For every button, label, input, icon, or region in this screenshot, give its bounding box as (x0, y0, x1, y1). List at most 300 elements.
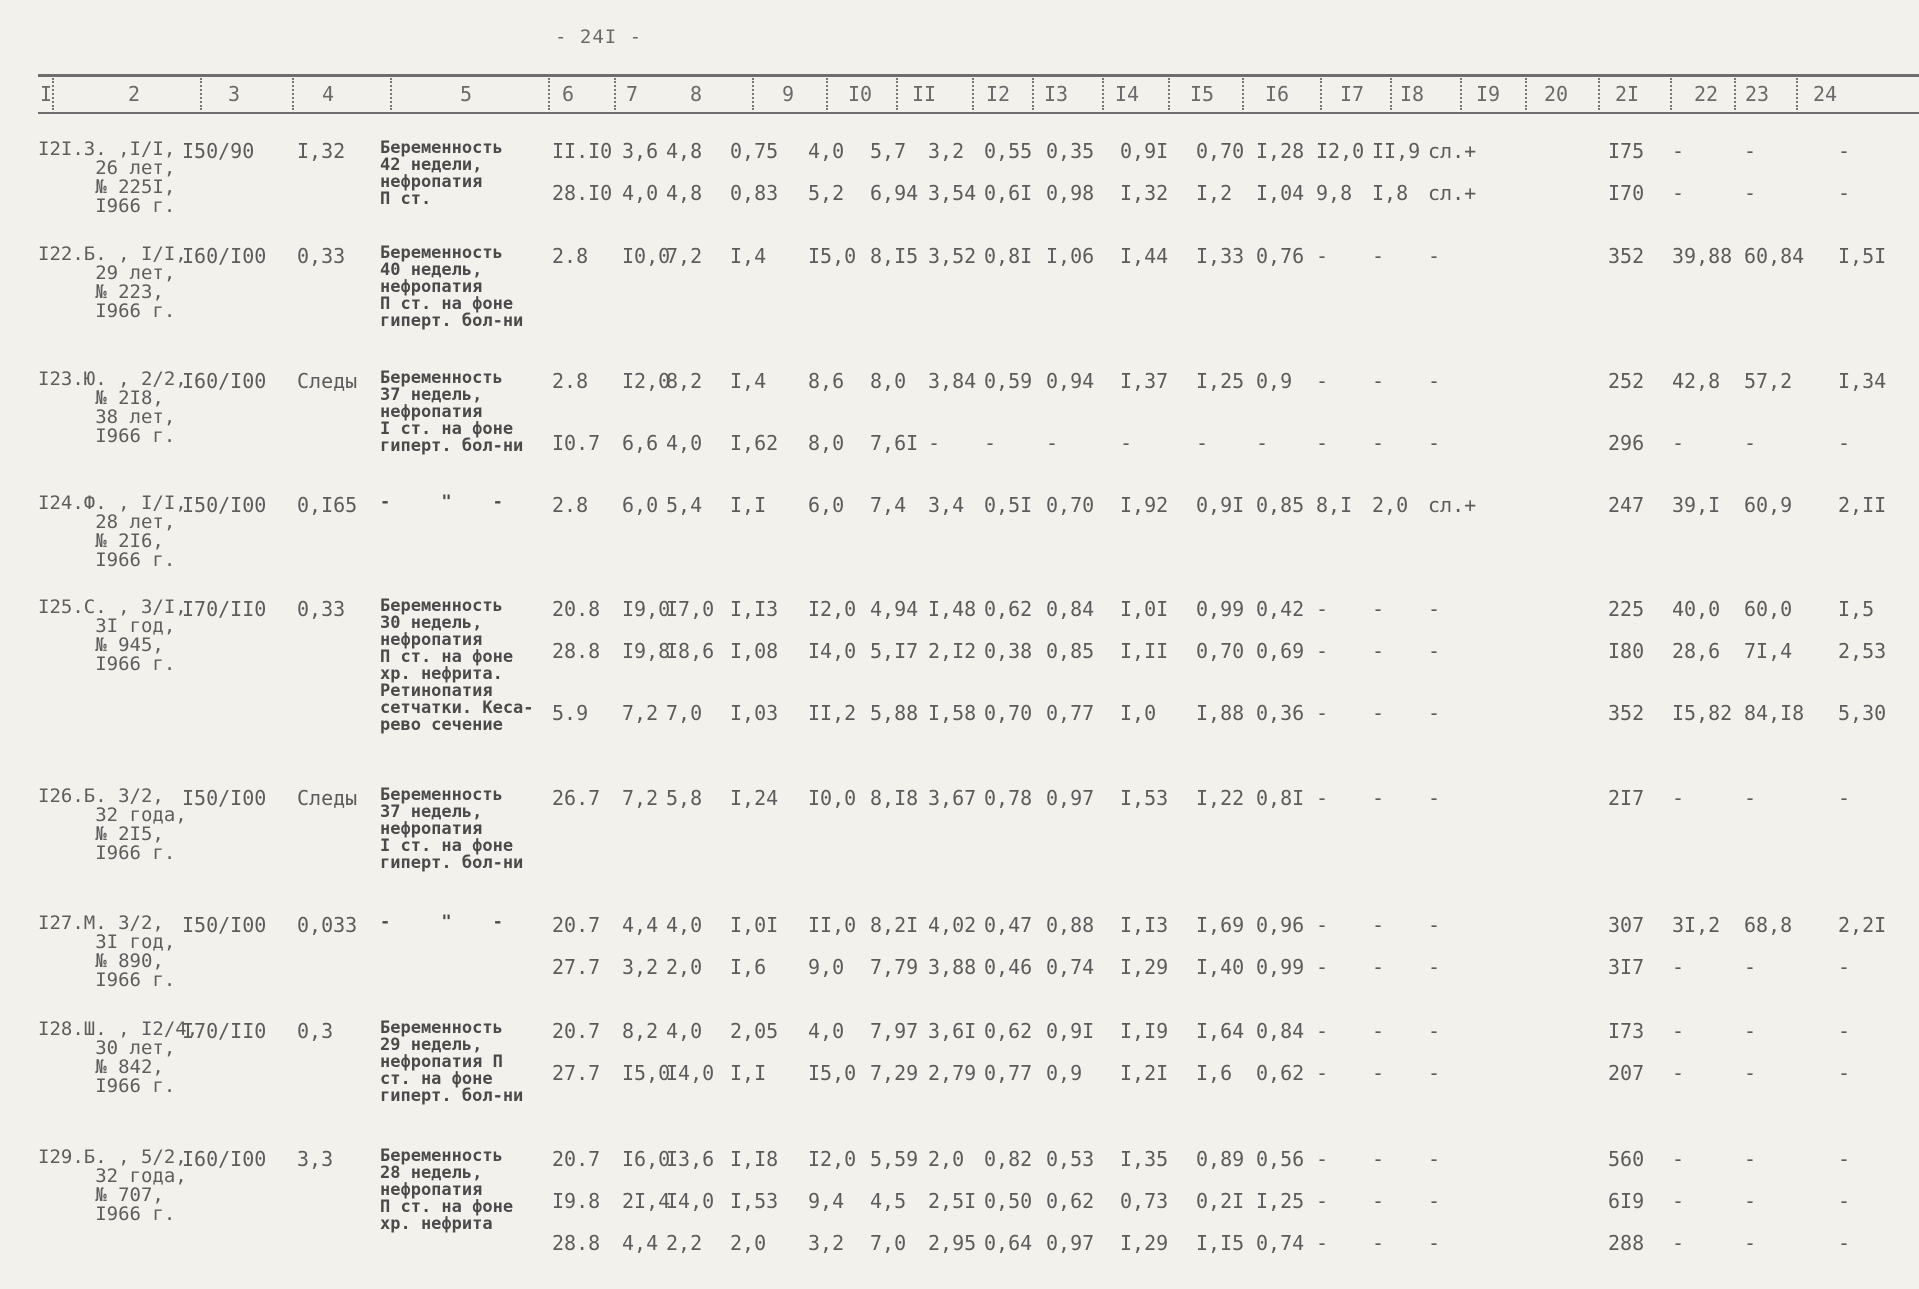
cell-col-17: 0,96 (1256, 913, 1305, 937)
diagnosis-line: нефропатия (380, 172, 483, 192)
column-header-23: 23 (1745, 82, 1770, 106)
cell-col-22: 28,6 (1672, 639, 1721, 663)
cell-col-16: 0,70 (1196, 639, 1245, 663)
cell-col-8: 2,2 (666, 1231, 703, 1255)
cell-col-19: - (1372, 1147, 1385, 1171)
cell-col-18: - (1316, 913, 1329, 937)
cell-col-6: II.I0 (552, 139, 613, 163)
cell-col-7: I0,0 (622, 244, 671, 268)
cell-col-16: 0,99 (1196, 597, 1245, 621)
patient-info-line: № 2I8, (38, 387, 164, 409)
cell-col-22: 39,I (1672, 493, 1721, 517)
column-header-24: 24 (1813, 82, 1838, 106)
column-header-2: 2 (128, 82, 141, 106)
cell-col-17: 0,85 (1256, 493, 1305, 517)
cell-col-6: 20.7 (552, 913, 601, 937)
cell-col-18: - (1316, 431, 1329, 455)
column-separator (548, 78, 550, 110)
cell-col-12: 3,4 (928, 493, 965, 517)
column-header-12: I2 (986, 82, 1011, 106)
cell-col-20: - (1428, 639, 1441, 663)
cell-col-21: 296 (1608, 431, 1645, 455)
cell-col-15: I,53 (1120, 786, 1169, 810)
column-separator (1525, 78, 1527, 110)
column-header-10: I0 (848, 82, 873, 106)
cell-col-14: I,06 (1046, 244, 1095, 268)
diagnosis-line: 40 недель, (380, 260, 483, 280)
column-header-1: I (40, 82, 53, 106)
patient-info-line: № 225I, (38, 176, 176, 198)
cell-col-16: I,64 (1196, 1019, 1245, 1043)
cell-col-24: I,5 (1838, 597, 1875, 621)
cell-col-6: 20.7 (552, 1147, 601, 1171)
cell-col-14: - (1046, 431, 1059, 455)
cell-col-21: 207 (1608, 1061, 1645, 1085)
cell-col-6: 28.8 (552, 639, 601, 663)
cell-col-22: - (1672, 786, 1685, 810)
cell-col-21: 352 (1608, 701, 1645, 725)
cell-col-9: 0,83 (730, 181, 779, 205)
cell-col-12: 2,5I (928, 1189, 977, 1213)
cell-col-6: 2.8 (552, 244, 589, 268)
cell-col-11: 4,94 (870, 597, 919, 621)
diagnosis-line: П ст. на фоне (380, 294, 514, 314)
cell-col-8: 4,8 (666, 181, 703, 205)
cell-col-19: - (1372, 1061, 1385, 1085)
patient-info-line: 32 года, (38, 1165, 187, 1187)
diagnosis-line: гиперт. бол-ни (380, 1086, 524, 1106)
cell-col-18: - (1316, 1231, 1329, 1255)
patient-info-line: № 2I6, (38, 530, 164, 552)
cell-col-13: 0,82 (984, 1147, 1033, 1171)
diagnosis-line: Ретинопатия (380, 681, 493, 701)
cell-col-19: - (1372, 1231, 1385, 1255)
column-header-3: 3 (228, 82, 241, 106)
cell-col-17: 0,69 (1256, 639, 1305, 663)
diagnosis-line: Беременность (380, 368, 503, 388)
cell-col-17: I,28 (1256, 139, 1305, 163)
cell-col-24: - (1838, 1019, 1851, 1043)
patient-info-line: I966 г. (38, 842, 176, 864)
cell-col-10: 3,2 (808, 1231, 845, 1255)
cell-col-23: - (1744, 1231, 1757, 1255)
diagnosis-line: 29 недель, (380, 1035, 483, 1055)
cell-col-19: - (1372, 597, 1385, 621)
cell-col-6: 28.8 (552, 1231, 601, 1255)
patient-info-line: I966 г. (38, 1203, 176, 1225)
patient-info-line: I966 г. (38, 653, 176, 675)
column-separator (614, 78, 616, 110)
cell-col-7: I2,0 (622, 369, 671, 393)
cell-col-13: 0,38 (984, 639, 1033, 663)
cell-col-12: I,48 (928, 597, 977, 621)
cell-col-18: - (1316, 1147, 1329, 1171)
cell-col-24: - (1838, 139, 1851, 163)
cell-col-11: 7,6I (870, 431, 919, 455)
cell-col-8: I8,6 (666, 639, 715, 663)
diagnosis-line: П ст. (380, 189, 432, 209)
cell-col-6: 27.7 (552, 1061, 601, 1085)
cell-col-21: 352 (1608, 244, 1645, 268)
cell-col-8: I7,0 (666, 597, 715, 621)
cell-col-9: 2,0 (730, 1231, 767, 1255)
column-separator (1390, 78, 1392, 110)
cell-col-8: 5,4 (666, 493, 703, 517)
patient-info-line: № 945, (38, 634, 164, 656)
cell-col-20: - (1428, 786, 1441, 810)
blood-pressure-value: I50/90 (182, 139, 255, 163)
patient-info-line: I966 г. (38, 1075, 176, 1097)
cell-col-18: - (1316, 244, 1329, 268)
cell-col-23: - (1744, 1147, 1757, 1171)
cell-col-17: 0,36 (1256, 701, 1305, 725)
cell-col-9: I,53 (730, 1189, 779, 1213)
cell-col-20: - (1428, 369, 1441, 393)
blood-pressure-value: I60/I00 (182, 244, 267, 268)
column-separator (972, 78, 974, 110)
cell-col-17: 0,56 (1256, 1147, 1305, 1171)
cell-col-17: 0,84 (1256, 1019, 1305, 1043)
cell-col-14: 0,98 (1046, 181, 1095, 205)
cell-col-10: II,2 (808, 701, 857, 725)
patient-info-line: I28.Ш. , I2/4, (38, 1018, 199, 1040)
column-header-4: 4 (322, 82, 335, 106)
cell-col-13: 0,46 (984, 955, 1033, 979)
patient-info-line: I2I.З. ,I/I, (38, 138, 176, 160)
cell-col-19: II,9 (1372, 139, 1421, 163)
column-separator (1242, 78, 1244, 110)
cell-col-7: 6,0 (622, 493, 659, 517)
cell-col-12: 4,02 (928, 913, 977, 937)
cell-col-11: 7,79 (870, 955, 919, 979)
cell-col-21: I80 (1608, 639, 1645, 663)
cell-col-17: 0,9 (1256, 369, 1293, 393)
cell-col-10: I5,0 (808, 244, 857, 268)
cell-col-10: 8,0 (808, 431, 845, 455)
patient-info-line: № 842, (38, 1056, 164, 1078)
cell-col-17: 0,8I (1256, 786, 1305, 810)
column-header-13: I3 (1044, 82, 1069, 106)
diagnosis-line: хр. нефрита (380, 1214, 493, 1234)
cell-col-22: - (1672, 431, 1685, 455)
cell-col-23: - (1744, 1061, 1757, 1085)
column-separator (390, 78, 392, 110)
cell-col-22: - (1672, 955, 1685, 979)
cell-col-22: 40,0 (1672, 597, 1721, 621)
cell-col-14: 0,94 (1046, 369, 1095, 393)
cell-col-22: 42,8 (1672, 369, 1721, 393)
cell-col-19: - (1372, 913, 1385, 937)
blood-pressure-value: I60/I00 (182, 1147, 267, 1171)
cell-col-11: 5,59 (870, 1147, 919, 1171)
page-number: - 24I - (555, 26, 643, 48)
column-header-18: I8 (1400, 82, 1425, 106)
diagnosis-line: Беременность (380, 138, 503, 158)
cell-col-22: - (1672, 1147, 1685, 1171)
cell-col-15: I,2I (1120, 1061, 1169, 1085)
column-separator (826, 78, 828, 110)
cell-col-17: 0,42 (1256, 597, 1305, 621)
cell-col-10: 4,0 (808, 1019, 845, 1043)
cell-col-11: 8,I8 (870, 786, 919, 810)
cell-col-13: 0,62 (984, 597, 1033, 621)
cell-col-21: I75 (1608, 139, 1645, 163)
cell-col-13: 0,62 (984, 1019, 1033, 1043)
cell-col-20: - (1428, 701, 1441, 725)
cell-col-21: I73 (1608, 1019, 1645, 1043)
diagnosis-line: П ст. на фоне (380, 1197, 514, 1217)
diagnosis-line: гиперт. бол-ни (380, 436, 524, 456)
cell-col-16: I,22 (1196, 786, 1245, 810)
patient-info-line: 32 года, (38, 804, 187, 826)
column-header-11: II (912, 82, 937, 106)
diagnosis-line: гиперт. бол-ни (380, 311, 524, 331)
diagnosis-line: I ст. на фоне (380, 836, 514, 856)
cell-col-24: - (1838, 955, 1851, 979)
blood-pressure-value: I60/I00 (182, 369, 267, 393)
patient-info-line: 26 лет, (38, 157, 176, 179)
cell-col-22: - (1672, 139, 1685, 163)
cell-col-23: 57,2 (1744, 369, 1793, 393)
cell-col-14: 0,35 (1046, 139, 1095, 163)
cell-col-18: - (1316, 369, 1329, 393)
cell-col-23: 68,8 (1744, 913, 1793, 937)
cell-col-20: - (1428, 1189, 1441, 1213)
cell-col-19: - (1372, 1019, 1385, 1043)
cell-col-12: 3,6I (928, 1019, 977, 1043)
cell-col-13: 0,78 (984, 786, 1033, 810)
patient-info-line: I966 г. (38, 300, 176, 322)
cell-col-20: - (1428, 1231, 1441, 1255)
cell-col-12: 3,52 (928, 244, 977, 268)
cell-col-21: I70 (1608, 181, 1645, 205)
cell-col-11: 5,7 (870, 139, 907, 163)
column-4-value: I,32 (297, 139, 346, 163)
blood-pressure-value: I70/II0 (182, 597, 267, 621)
cell-col-15: I,29 (1120, 955, 1169, 979)
diagnosis-line: Беременность (380, 243, 503, 263)
cell-col-24: 2,II (1838, 493, 1887, 517)
cell-col-15: I,I3 (1120, 913, 1169, 937)
diagnosis-line: ст. на фоне (380, 1069, 493, 1089)
cell-col-7: 4,0 (622, 181, 659, 205)
blood-pressure-value: I50/I00 (182, 786, 267, 810)
patient-info-line: 28 лет, (38, 511, 176, 533)
cell-col-17: 0,74 (1256, 1231, 1305, 1255)
cell-col-18: - (1316, 597, 1329, 621)
cell-col-20: - (1428, 1147, 1441, 1171)
cell-col-14: 0,97 (1046, 1231, 1095, 1255)
cell-col-20: - (1428, 1061, 1441, 1085)
cell-col-16: I,I5 (1196, 1231, 1245, 1255)
cell-col-7: 6,6 (622, 431, 659, 455)
cell-col-14: 0,74 (1046, 955, 1095, 979)
cell-col-19: - (1372, 244, 1385, 268)
column-4-value: 0,033 (297, 913, 358, 937)
diagnosis-line: Беременность (380, 1146, 503, 1166)
cell-col-23: - (1744, 955, 1757, 979)
cell-col-23: - (1744, 139, 1757, 163)
cell-col-24: I,34 (1838, 369, 1887, 393)
diagnosis-line: 30 недель, (380, 613, 483, 633)
patient-info-line: I29.Б. , 5/2, (38, 1146, 187, 1168)
cell-col-15: I,0I (1120, 597, 1169, 621)
column-4-value: Следы (297, 786, 358, 810)
cell-col-6: I0.7 (552, 431, 601, 455)
column-separator (292, 78, 294, 110)
cell-col-19: - (1372, 369, 1385, 393)
cell-col-24: 5,30 (1838, 701, 1887, 725)
cell-col-19: - (1372, 786, 1385, 810)
column-header-8: 8 (690, 82, 703, 106)
cell-col-15: I,0 (1120, 701, 1157, 725)
cell-col-22: - (1672, 1019, 1685, 1043)
cell-col-10: I5,0 (808, 1061, 857, 1085)
cell-col-21: 2I7 (1608, 786, 1645, 810)
patient-info-line: I966 г. (38, 195, 176, 217)
cell-col-24: - (1838, 1061, 1851, 1085)
cell-col-16: I,40 (1196, 955, 1245, 979)
patient-info-line: I966 г. (38, 549, 176, 571)
cell-col-22: 3I,2 (1672, 913, 1721, 937)
diagnosis-line: 37 недель, (380, 802, 483, 822)
column-4-value: 0,33 (297, 597, 346, 621)
cell-col-19: 2,0 (1372, 493, 1409, 517)
column-separator (1102, 78, 1104, 110)
cell-col-9: I,I (730, 493, 767, 517)
cell-col-9: I,I8 (730, 1147, 779, 1171)
cell-col-9: I,24 (730, 786, 779, 810)
cell-col-20: - (1428, 955, 1441, 979)
cell-col-8: 4,0 (666, 1019, 703, 1043)
cell-col-7: I5,0 (622, 1061, 671, 1085)
cell-col-12: - (928, 431, 941, 455)
cell-col-15: - (1120, 431, 1133, 455)
cell-col-8: 4,0 (666, 913, 703, 937)
column-4-value: Следы (297, 369, 358, 393)
cell-col-23: 60,9 (1744, 493, 1793, 517)
patient-info-line: № 890, (38, 950, 164, 972)
column-separator (1460, 78, 1462, 110)
cell-col-11: 5,88 (870, 701, 919, 725)
column-separator (1598, 78, 1600, 110)
cell-col-12: 2,79 (928, 1061, 977, 1085)
cell-col-10: 4,0 (808, 139, 845, 163)
cell-col-14: 0,70 (1046, 493, 1095, 517)
column-header-15: I5 (1190, 82, 1215, 106)
cell-col-20: - (1428, 431, 1441, 455)
cell-col-24: 2,2I (1838, 913, 1887, 937)
cell-col-16: 0,2I (1196, 1189, 1245, 1213)
patient-info-line: I25.С. , 3/I, (38, 596, 187, 618)
cell-col-7: 2I,4 (622, 1189, 671, 1213)
diagnosis-line: нефропатия (380, 819, 483, 839)
cell-col-7: I9,8 (622, 639, 671, 663)
cell-col-9: I,03 (730, 701, 779, 725)
cell-col-18: - (1316, 955, 1329, 979)
diagnosis-line: Беременность (380, 785, 503, 805)
cell-col-12: 2,0 (928, 1147, 965, 1171)
cell-col-21: 3I7 (1608, 955, 1645, 979)
cell-col-8: 7,0 (666, 701, 703, 725)
patient-info-line: 29 лет, (38, 262, 176, 284)
cell-col-23: 60,84 (1744, 244, 1805, 268)
cell-col-10: I4,0 (808, 639, 857, 663)
cell-col-23: 60,0 (1744, 597, 1793, 621)
cell-col-9: I,6 (730, 955, 767, 979)
cell-col-13: 0,47 (984, 913, 1033, 937)
column-header-9: 9 (782, 82, 795, 106)
cell-col-20: - (1428, 1019, 1441, 1043)
cell-col-12: 3,2 (928, 139, 965, 163)
patient-info-line: I24.Ф. , I/I, (38, 492, 187, 514)
cell-col-9: I,08 (730, 639, 779, 663)
cell-col-21: 225 (1608, 597, 1645, 621)
patient-info-line: № 707, (38, 1184, 164, 1206)
cell-col-13: 0,77 (984, 1061, 1033, 1085)
column-header-22: 22 (1694, 82, 1719, 106)
cell-col-15: I,35 (1120, 1147, 1169, 1171)
cell-col-13: 0,70 (984, 701, 1033, 725)
cell-col-12: 2,95 (928, 1231, 977, 1255)
header-top-rule (38, 74, 1919, 77)
cell-col-24: - (1838, 1231, 1851, 1255)
cell-col-6: 2.8 (552, 493, 589, 517)
column-4-value: 0,33 (297, 244, 346, 268)
column-header-14: I4 (1115, 82, 1140, 106)
patient-info-line: I22.Б. , I/I, (38, 243, 187, 265)
cell-col-12: 3,84 (928, 369, 977, 393)
cell-col-11: 6,94 (870, 181, 919, 205)
cell-col-16: I,25 (1196, 369, 1245, 393)
patient-info-line: I27.М. 3/2, (38, 912, 164, 934)
cell-col-17: - (1256, 431, 1269, 455)
cell-col-8: 7,2 (666, 244, 703, 268)
cell-col-11: 7,4 (870, 493, 907, 517)
cell-col-24: - (1838, 1147, 1851, 1171)
diagnosis-line: 28 недель, (380, 1163, 483, 1183)
patient-info-line: 3I год, (38, 615, 176, 637)
column-4-value: 3,3 (297, 1147, 334, 1171)
cell-col-6: 20.7 (552, 1019, 601, 1043)
diagnosis-line: - " - (380, 492, 503, 512)
cell-col-6: 5.9 (552, 701, 589, 725)
cell-col-19: - (1372, 639, 1385, 663)
cell-col-24: - (1838, 431, 1851, 455)
cell-col-22: - (1672, 181, 1685, 205)
diagnosis-line: 37 недель, (380, 385, 483, 405)
cell-col-23: - (1744, 431, 1757, 455)
cell-col-20: - (1428, 913, 1441, 937)
cell-col-11: 8,0 (870, 369, 907, 393)
cell-col-16: I,6 (1196, 1061, 1233, 1085)
cell-col-6: 26.7 (552, 786, 601, 810)
cell-col-13: 0,55 (984, 139, 1033, 163)
cell-col-14: 0,62 (1046, 1189, 1095, 1213)
cell-col-8: 2,0 (666, 955, 703, 979)
cell-col-12: 3,54 (928, 181, 977, 205)
cell-col-9: I,4 (730, 244, 767, 268)
cell-col-17: I,04 (1256, 181, 1305, 205)
cell-col-18: - (1316, 639, 1329, 663)
cell-col-9: I,62 (730, 431, 779, 455)
cell-col-12: 3,88 (928, 955, 977, 979)
cell-col-11: 7,97 (870, 1019, 919, 1043)
cell-col-14: 0,85 (1046, 639, 1095, 663)
cell-col-9: I,4 (730, 369, 767, 393)
cell-col-21: 560 (1608, 1147, 1645, 1171)
cell-col-15: I,32 (1120, 181, 1169, 205)
